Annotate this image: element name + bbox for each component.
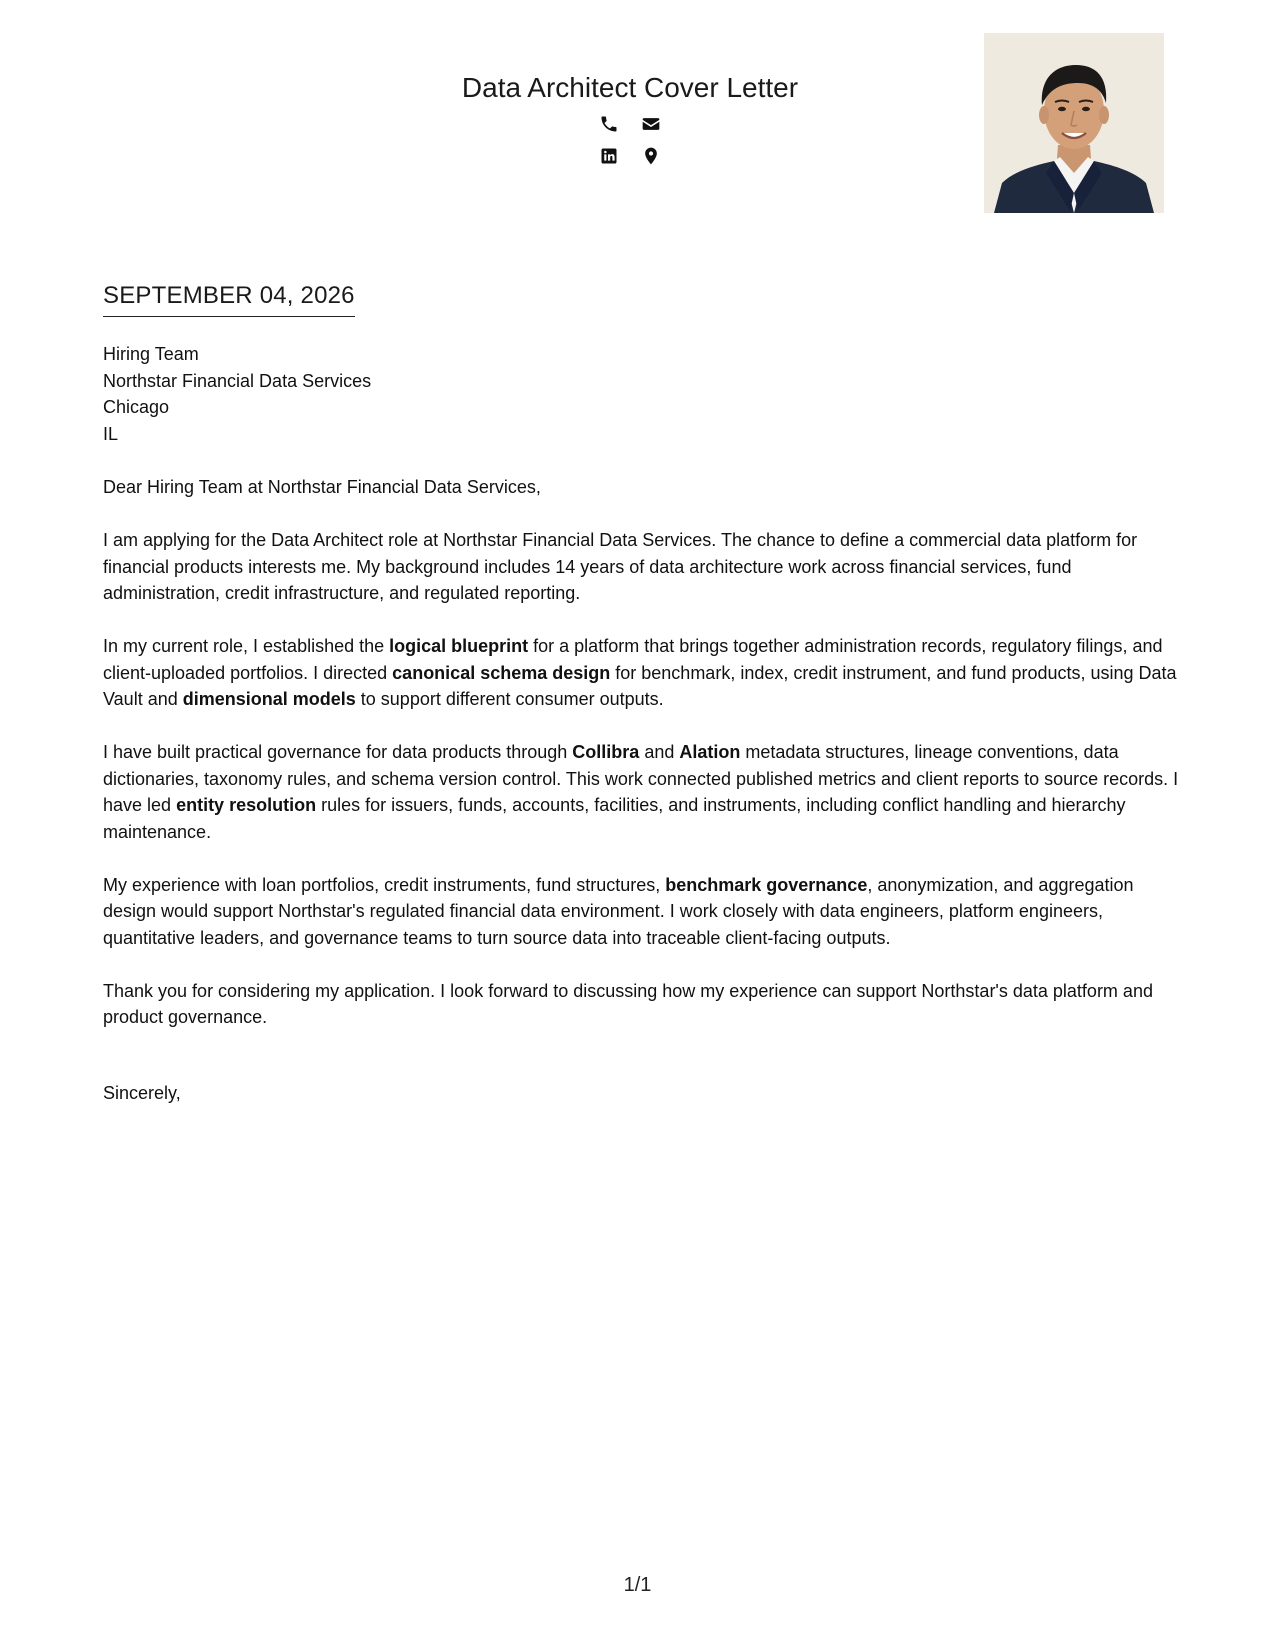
map-marker-icon[interactable] — [641, 146, 661, 166]
closing: Sincerely, — [103, 1083, 181, 1103]
paragraph-architecture: In my current role, I established the logical blueprint for a platform that brings together administration records, regulatory filings, and client-uploaded portfolios. I directed canonical schema design for benchmark, index, credit instrument, and fund products, using Data Vault and dimensional models to support different consumer outputs. — [103, 636, 1177, 709]
page-number: 1/1 — [623, 1574, 652, 1596]
linkedin-icon[interactable] — [599, 146, 619, 166]
page-title: Data Architect Cover Letter — [461, 72, 799, 103]
recipient-name: Hiring Team — [103, 344, 199, 364]
keyword-entity-resolution: entity resolution — [176, 795, 317, 815]
keyword-collibra: Collibra — [572, 742, 640, 762]
recipient-state: IL — [103, 423, 119, 444]
recipient-company: Northstar Financial Data Services — [103, 370, 372, 391]
keyword-dimensional-models: dimensional models — [182, 689, 356, 709]
phone-icon[interactable] — [599, 114, 619, 134]
paragraph-thanks: Thank you for considering my application. I look forward to discussing how my experience can support Northstar's data platform and product governance. — [103, 980, 1153, 1027]
keyword-benchmark-governance: benchmark governance — [665, 874, 868, 895]
keyword-logical-blueprint: logical blueprint — [389, 636, 529, 656]
paragraph-intro: I am applying for the Data Architect role at Northstar Financial Data Services. The chance to define a commercial data platform for financial products interests me. My background includes 14 years of data architecture work across financial services, fund administration, credit infrastructure, and regulated reporting. — [103, 530, 1138, 603]
keyword-alation: Alation — [679, 742, 741, 762]
letter-date: SEPTEMBER 04, 2026 — [103, 280, 355, 317]
paragraph-experience: My experience with loan portfolios, credit instruments, fund structures, benchmark governance, anonymization, and aggregation design would support Northstar's regulated financial data environment. I work closely with data engineers, platform engineers, quantitative leaders, and governance teams to turn source data into traceable client-facing outputs. — [103, 874, 1134, 948]
envelope-icon[interactable] — [641, 114, 661, 134]
keyword-canonical-schema-design: canonical schema design — [392, 662, 611, 683]
headshot-photo — [984, 33, 1164, 213]
recipient-city: Chicago — [103, 397, 170, 417]
letter-header — [0, 0, 1275, 230]
salutation: Dear Hiring Team at Northstar Financial Data Services, — [103, 477, 541, 497]
letter-body — [103, 474, 1183, 1057]
recipient-address — [103, 341, 371, 447]
paragraph-governance: I have built practical governance for data products through Collibra and Alation metadata structures, lineage conventions, data dictionaries, taxonomy rules, and schema version control. This work connected published metrics and client reports to source records. I have led entity resolution rules for issuers, funds, accounts, facilities, and instruments, including conflict handling and hierarchy maintenance. — [103, 742, 1179, 842]
